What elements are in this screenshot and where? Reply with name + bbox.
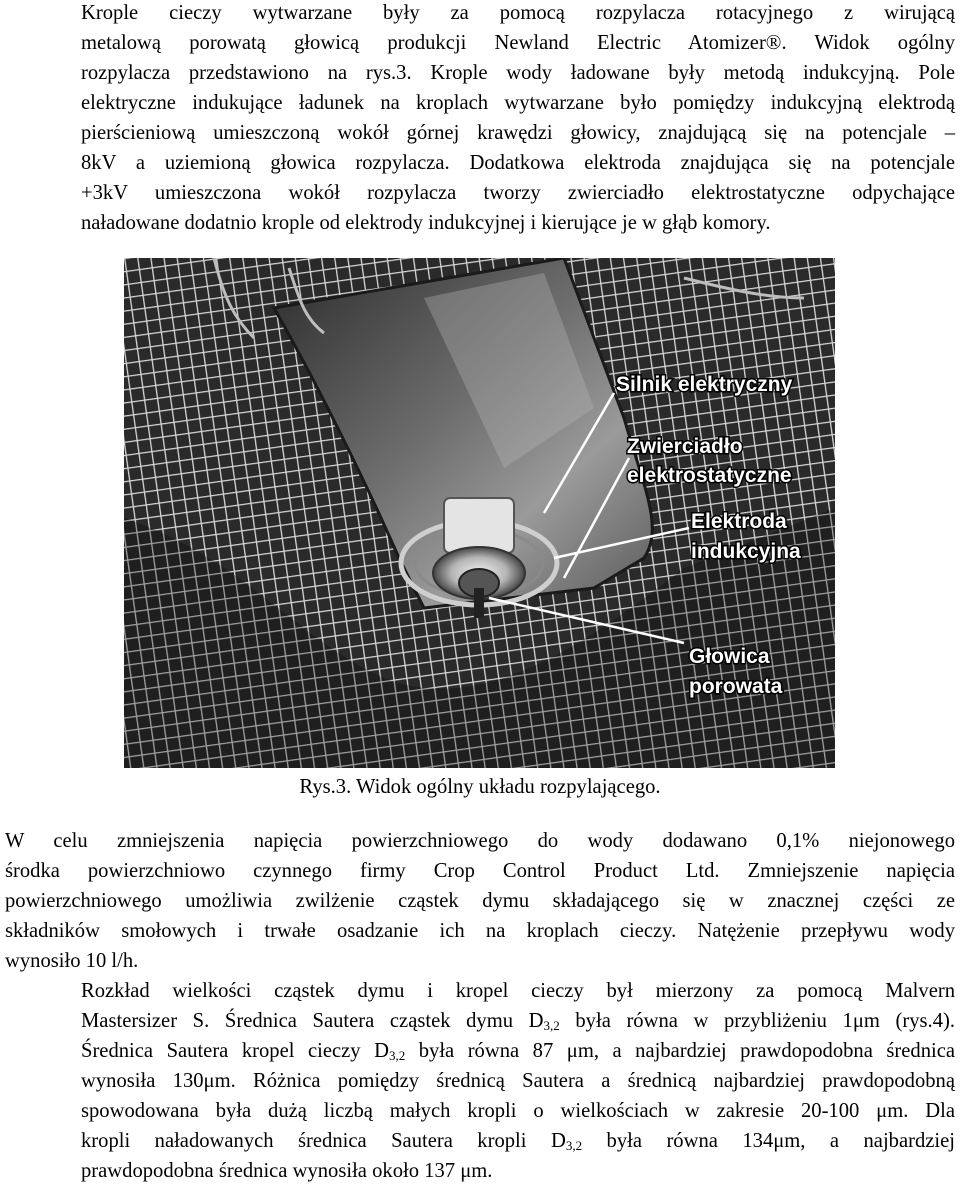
paragraph-size-distribution xyxy=(5,976,955,1186)
text-line: kropli naładowanych średnica Sautera kropli $D_{3,2}$ była równa 134μm, a najbardziej xyxy=(81,1130,955,1153)
label-mirror-line1: Zwierciadło xyxy=(627,435,743,458)
text-line: składników smołowych i trwałe osadzanie ich na kroplach cieczy. Natężenie przepływu wody xyxy=(5,920,955,942)
paragraph-atomizer-description xyxy=(5,0,955,238)
text-line: powierzchniowego umożliwia zwilżenie cząstek dymu składającego się w znacznej części ze xyxy=(5,890,955,912)
text-line: W celu zmniejszenia napięcia powierzchniowego do wody dodawano 0,1% niejonowego xyxy=(5,830,955,852)
label-head-line2: porowata xyxy=(689,675,783,698)
paragraph-surfactant xyxy=(5,826,955,976)
text-line: środka powierzchniowo czynnego firmy Crop Control Product Ltd. Zmniejszenie napięcia xyxy=(5,860,955,882)
text-line: Średnica Sautera kropel cieczy $D_{3,2}$ była równa 87 μm, a najbardziej prawdopodobna średnica xyxy=(81,1040,955,1063)
subscript: 3,2 xyxy=(543,1018,560,1033)
figure-caption: Rys.3. Widok ogólny układu rozpylającego. xyxy=(299,776,661,798)
text-line: elektryczne indukujące ładunek na kroplach wytwarzane było pomiędzy indukcyjną elektrodą xyxy=(81,92,955,114)
text-line: pierścieniową umieszczoną wokół górnej krawędzi głowicy, znajdującą się na potencjale – xyxy=(81,122,955,144)
text-line: metalową porowatą głowicą produkcji Newland Electric Atomizer®. Widok ogólny xyxy=(81,32,955,54)
text-line: +3kV umieszczona wokół rozpylacza tworzy zwierciadło elektrostatyczne odpychające xyxy=(81,182,955,204)
motor-housing xyxy=(444,498,514,553)
subscript: 3,2 xyxy=(388,1048,406,1063)
label-electrode-line2: indukcyjna xyxy=(691,540,801,563)
subscript: 3,2 xyxy=(565,1138,583,1153)
text-line: 8kV a uziemioną głowica rozpylacza. Dodatkowa elektroda znajdująca się na potencjale xyxy=(81,152,955,174)
text-line: Rozkład wielkości cząstek dymu i kropel cieczy był mierzony za pomocą Malvern xyxy=(81,980,955,1002)
text-line: naładowane dodatnio krople od elektrody indukcyjnej i kierujące je w głąb komory. xyxy=(81,212,771,234)
atomizer-photo xyxy=(124,258,835,768)
label-electrode-line1: Elektroda xyxy=(691,510,787,533)
text-line: Krople cieczy wytwarzane były za pomocą rozpylacza rotacyjnego z wirującą xyxy=(81,2,955,24)
text-line: Mastersizer S. Średnica Sautera cząstek dymu $D_{3,2}$ była równa w przybliżeniu 1μm (rys.4). xyxy=(81,1010,955,1033)
label-mirror-line2: elektrostatyczne xyxy=(627,464,792,487)
text-line: rozpylacza przedstawiono na rys.3. Krople wody ładowane były metodą indukcyjną. Pole xyxy=(81,62,955,84)
spindle xyxy=(474,588,484,618)
label-motor: Silnik elektryczny xyxy=(616,373,793,396)
text-line: wynosiło 10 l/h. xyxy=(5,950,139,972)
text-line: wynosiła 130μm. Różnica pomiędzy średnicą Sautera a średnicą najbardziej prawdopodobną xyxy=(81,1070,955,1092)
label-head-line1: Głowica xyxy=(689,645,770,668)
text-line: spowodowana była dużą liczbą małych kropli o wielkościach w zakresie 20-100 μm. Dla xyxy=(81,1100,955,1122)
text-line: prawdopodobna średnica wynosiła około 137 μm. xyxy=(81,1160,493,1182)
